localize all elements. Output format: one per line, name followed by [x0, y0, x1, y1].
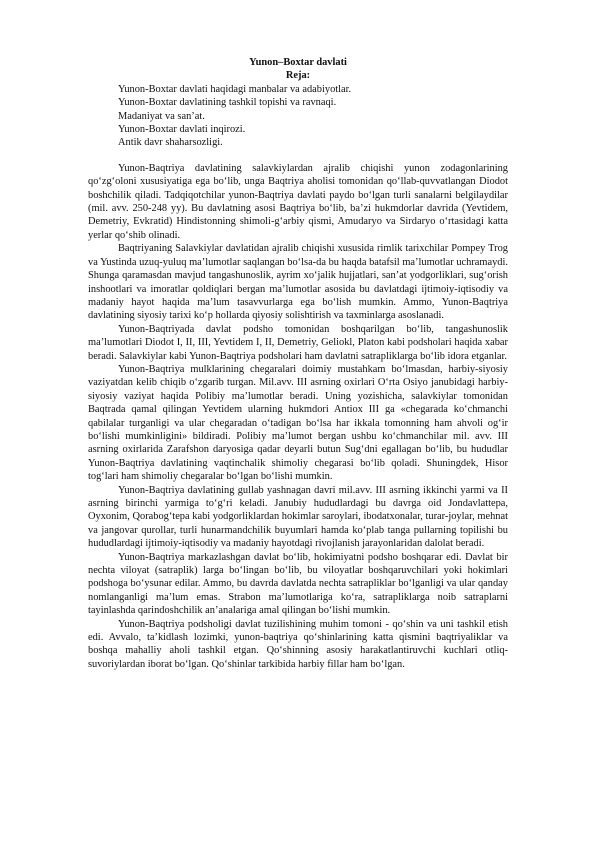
paragraph: Yunon-Baqtriya davlatining gullab yashnagan davri mil.avv. III asrning ikkinchi yarmi va II asrning birinchi yarmiga to‘g‘ri keladi. Janubiy hududlardagi bu davrga oid Jondavlattepa, Oyxonim, Qorabog‘tepa kabi yodgorliklardan hokimlar saroylari, ibodatxonalar, turar-joylar, mehnat va jangovar qurollar, turli hunarmandchilik buyumlari hamda ko‘plab tanga pullarning topilishi bu hududlardagi ijtimoiy-iqtisodiy va madaniy hayotdagi rivojlanish jarayonlaridan dalolat beradi. — [88, 484, 508, 550]
paragraph: Baqtriyaning Salavkiylar davlatidan ajralib chiqishi xususida rimlik tarixchilar Pompey Trog va Yustinda uzuq-yuluq ma’lumotlar saqlangan bo‘lsa-da bu haqda batafsil ma’lumotlar uchramaydi. Shunga qaramasdan mavjud tangashunoslik, ayrim xo‘jalik hujjatlari, san’at yodgorliklari, sug‘orish inshootlari va imoratlar qoldiqlari bergan ma’lumotlar asosida bu davlatdagi ijtimoiy-iqtisodiy va madaniy hayot haqida ma’lum tasavvurlarga ega bo‘lish mumkin. Ammo, Yunon-Baqtriya davlatining siyosiy tarixi ko‘p hollarda qiyosiy solishtirish va taxminlarga asoslanadi. — [88, 243, 508, 322]
plan-item: Yunon-Boxtar davlatining tashkil topishi va ravnaqi. — [118, 97, 337, 109]
plan-item: Yunon-Boxtar davlati haqidagi manbalar va adabiyotlar. — [118, 83, 352, 95]
plan-item: Yunon-Boxtar davlati inqirozi. — [118, 124, 246, 136]
paragraph: Yunon-Baqtriya mulklarining chegaralari doimiy mustahkam bo‘lmasdan, harbiy-siyosiy vaziyatdan kelib chiqib o‘zgarib turgan. Mil.avv. III asrning oxirlari O‘rta Osiyo janubidagi harbiy-siyosiy vaziyat haqida Polibiy ma’lumotlar beradi. Uning yozishicha, salavkiylar tomonidan Baqtrada qamal qilingan Yevtidem ularning hukmdori Antiox III ga «chegarada ko‘chmanchi qabilalar turganligi va ular chegaradan o‘tadigan bo‘lsa har ikkala tomonning ham ahvoli og‘ir bo‘lishi mumkinligini» bildiradi. Polibiy ma’lumot bergan ushbu ko‘chmanchilar mil. avv. III asrning oxirlarida Zarafshon daryosiga qadar deyarli butun Sug‘dni egallagan bo‘lib, bu hududlar Yunon-Baqtriya davlatining vaqtinchalik shimoliy chegarasi bo‘lib qoladi. Shuningdek, Hisor tog‘lari ham shimoliy chegaralar bo‘lgan bo‘lishi mumkin. — [88, 363, 508, 483]
plan-item: Madaniyat va san’at. — [118, 110, 205, 122]
plan-list — [88, 83, 508, 150]
paragraph: Yunon-Baqtriya markazlashgan davlat bo‘lib, hokimiyatni podsho boshqarar edi. Davlat bir nechta viloyat (satraplik) larga bo‘lingan bo‘lib, bu viloyatlar boshqaruvchilari yoki hokimlari podshoga bo‘ysunar edilar. Ammo, bu davrda davlatda nechta satrapliklar bo‘lganligi va ular qanday nomlanganligi ma’lum emas. Strabon ma’lumotlariga ko‘ra, satrapliklarga noib satraplarni tayinlashda qarindoshchilik an’analariga amal qilingan bo‘lishi mumkin. — [88, 551, 508, 617]
section-spacer — [88, 150, 508, 162]
paragraph: Yunon-Baqtriya podsholigi davlat tuzilishining muhim tomoni - qo‘shin va uni tashkil etish edi. Avvalo, ta’kidlash lozimki, yunon-baqtriya qo‘shinlarining katta qismini baqtriyaliklar va boshqa mahalliy aholi tashkil etgan. Qo‘shinning asosiy harakatlantiruvchi kuchlari otliq-suvoriylardan iborat bo‘lgan. Qo‘shinlar tarkibida harbiy fillar ham bo‘lgan. — [88, 618, 508, 670]
plan-heading: Reja: — [285, 70, 311, 82]
paragraph: Yunon-Baqtriya davlatining salavkiylardan ajralib chiqishi yunon zodagonlarining qo‘zg‘oloni xususiyatiga ega bo‘lib, unga Baqtriya aholisi tomonidan qo‘llab-quvvatlangan Diodot boshchilik qiladi. Tadqiqotchilar yunon-Baqtriya davlati paydo bo‘lgan turli sanalarni belgilaydilar (mil. avv. 250-248 yy). Bu davlatning asosi Baqtriya bo‘lib, ba’zi hukmdorlar davrida (Yevtidem, Demetriy, Evkratid) Hindistonning shimoli-g‘arbiy qismi, Amudaryo va Sirdaryo o‘rtasidagi katta yerlar qo‘shib olinadi. — [88, 162, 508, 241]
paragraph: Yunon-Baqtriyada davlat podsho tomonidan boshqarilgan bo‘lib, tangashunoslik ma’lumotlari Diodot I, II, III, Yevtidem I, II, Demetriy, Geliokl, Platon kabi podsholari haqida xabar beradi. Salavkiylar kabi Yunon-Baqtriya podsholari ham davlatni satrapliklarga bo‘lib idora etganlar. — [88, 323, 508, 362]
document-title: Yunon–Boxtar davlati — [249, 57, 347, 68]
plan-item: Antik davr shaharsozligi. — [118, 137, 223, 149]
body-text — [88, 162, 508, 671]
